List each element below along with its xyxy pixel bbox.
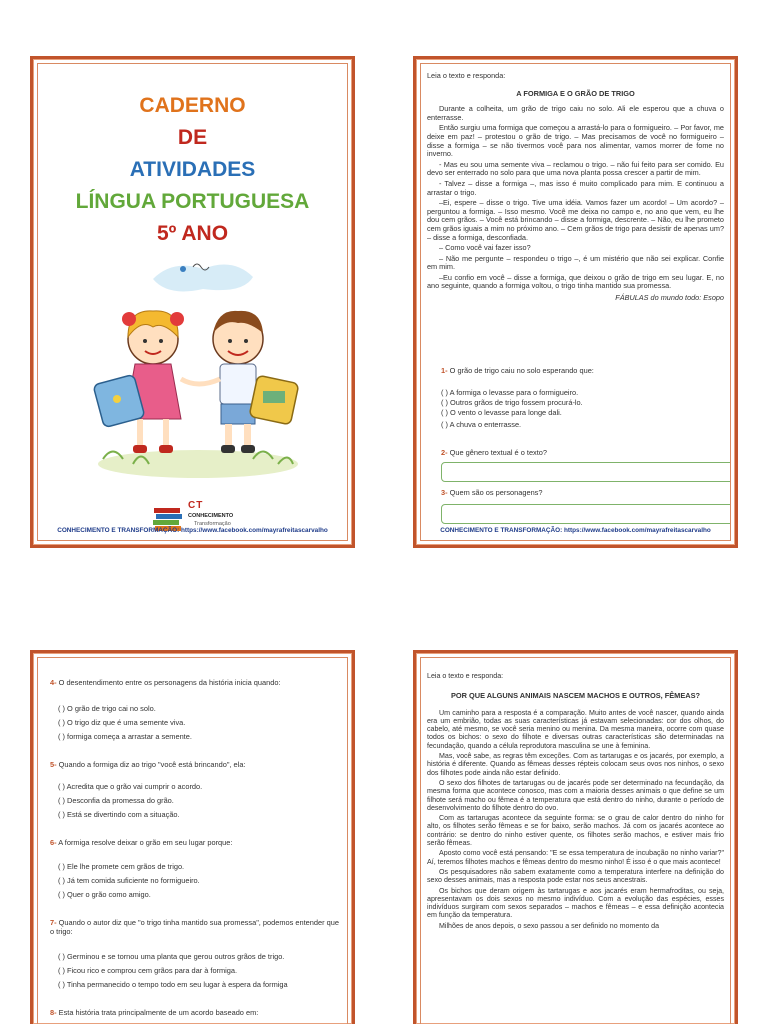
question-1	[441, 366, 722, 375]
article-paragraph: Mas, você sabe, as regras têm exceções. Com as tartarugas e os jacarés, por exemplo, a história é diferente. Quando as fêmeas desses répteis colocam seus ovos nos ninhos, o sexo dos filhotes pode ainda não estar definido.	[427, 752, 724, 777]
option[interactable]: ( ) O trigo diz que é uma semente viva.	[58, 718, 186, 727]
story-paragraph: - Mas eu sou uma semente viva – reclamou o trigo. – não fui feito para ser comido. Eu devo ser enterrado no solo para que uma nova planta possa crescer a partir de mim.	[427, 159, 724, 178]
story-source: FÁBULAS do mundo todo: Esopo	[615, 293, 724, 303]
story-paragraph: - Talvez – disse a formiga –, mas isso é muito complicado para mim. E continuou a arrastar o trigo.	[427, 178, 724, 197]
option[interactable]: ( ) A formiga o levasse para o formigueiro.	[441, 388, 579, 397]
question-number: 6-	[50, 838, 57, 847]
story-paragraph: –Ei, espere – disse o trigo. Tive uma idéia. Vamos fazer um acordo! – Um acordo? – perguntou a formiga. – Isso mesmo. Você me deixa no campo e, no ano que vem, eu lhe dou cem grãos. – Você está brincando – disse a formiga, descrente. – Não, eu lhe prometo cem grãos iguais a mim no próximo ano. – Cem grãos de trigo para desistir de apenas um? – disse a formiga, desconfiada.	[427, 198, 724, 242]
story-paragraph: Durante a colheita, um grão de trigo caiu no solo. Ali ele esperou que a chuva o enterrasse.	[427, 104, 724, 122]
intro-text: Leia o texto e responda:	[427, 71, 506, 80]
option[interactable]: ( ) O grão de trigo cai no solo.	[58, 704, 156, 713]
article-title: POR QUE ALGUNS ANIMAIS NASCEM MACHOS E OUTROS, FÊMEAS?	[450, 691, 701, 701]
question-text: O grão de trigo caiu no solo esperando que:	[449, 366, 594, 375]
question-number: 8-	[50, 1008, 57, 1017]
question-text: Quem são os personagens?	[449, 488, 543, 497]
option[interactable]: ( ) Ficou rico e comprou cem grãos para dar à formiga.	[58, 966, 238, 975]
logo-line2: Transformação	[194, 521, 231, 527]
article-text-block	[427, 672, 724, 932]
option[interactable]: ( ) Já tem comida suficiente no formigueiro.	[58, 876, 200, 885]
question-4	[50, 678, 339, 687]
option[interactable]: ( ) Quer o grão como amigo.	[58, 890, 151, 899]
option[interactable]: ( ) Está se divertindo com a situação.	[58, 810, 180, 819]
page-formiga	[413, 56, 738, 548]
article-paragraph: Aposto como você está pensando: "E se essa temperatura de incubação no ninho variar?" Aí, teremos filhotes machos e fêmeas dentro do mesmo ninho! É isso é o que mais acontece!	[427, 849, 724, 866]
option[interactable]: ( ) formiga começa a arrastar a semente.	[58, 732, 192, 741]
question-text: Quando a formiga diz ao trigo "você está brincando", ela:	[58, 760, 246, 769]
kids-illustration	[93, 259, 303, 484]
question-text: O desentendimento entre os personagens da história inicia quando:	[58, 678, 281, 687]
option[interactable]: ( ) O vento o levasse para longe dali.	[441, 408, 562, 417]
article-paragraph: Um caminho para a resposta é a comparação. Muito antes de você nascer, quando ainda era um embrião, todas as suas características já estavam selecionadas: cor dos olhos, do cabelo, até mesmo, se você seria menino ou menina. Da mesma maneira, ocorre com quase todos os bichos: o sexo do filhote e diversas outras características são determinadas na fecundação, quando a célula reprodutora masculina se une à feminina.	[427, 708, 724, 750]
page-footer: CONHECIMENTO E TRANSFORMAÇÃO: https://www.facebook.com/mayrafreitascarvalho	[440, 527, 711, 534]
story-paragraph: –Eu confio em você – disse a formiga, que deixou o grão de trigo em seu lugar. E, no ano seguinte, quando a formiga voltou, o trigo tinha mantido sua promessa.	[427, 272, 724, 291]
story-title: A FORMIGA E O GRÃO DE TRIGO	[516, 88, 635, 98]
story-paragraph: Então surgiu uma formiga que começou a arrastá-lo para o formigueiro. – Por favor, me deixe em paz! – protestou o grão de trigo. – Mas precisamos de você no formigueiro – disse a formiga – se não tivermos você para nos alimentar, vamos morrer de fome no inverno.	[427, 123, 724, 159]
option[interactable]: ( ) Tinha permanecido o tempo todo em seu lugar à espera da formiga	[58, 980, 288, 989]
cover-footer: CONHECIMENTO E TRANSFORMAÇÃO: https://www.facebook.com/mayrafreitascarvalho	[57, 527, 328, 534]
question-text: Que gênero textual é o texto?	[449, 448, 548, 457]
story-paragraph: – Como você vai fazer isso?	[439, 243, 531, 253]
cover-page	[30, 56, 355, 548]
question-8	[50, 1008, 339, 1017]
option[interactable]: ( ) Outros grãos de trigo fossem procurá-lo.	[441, 398, 583, 407]
question-text: Quando o autor diz que "o trigo tinha mantido sua promessa", podemos entender que o trigo:	[50, 918, 339, 936]
question-number: 3-	[441, 488, 448, 497]
question-number: 1-	[441, 366, 448, 375]
story-paragraph: – Não me pergunte – respondeu o trigo –, é um mistério que não sei explicar. Confie em mim.	[427, 253, 724, 272]
question-text: Esta história trata principalmente de um acordo baseado em:	[58, 1008, 259, 1017]
cover-title-de: DE	[177, 126, 208, 149]
cover-title-caderno: CADERNO	[139, 94, 246, 117]
story-text-block	[427, 72, 724, 303]
question-number: 4-	[50, 678, 57, 687]
page-animais	[413, 650, 738, 1024]
article-paragraph: Com as tartarugas acontece da seguinte forma: se o grau de calor dentro do ninho for alto, os filhotes serão fêmeas e se for baixo, serão machos. Já com os jacarés acontece ao contrário: se dentro do ninho estiver quente, os filhotes serão machos, e estiver mais frio serão fêmeas.	[427, 814, 724, 848]
article-paragraph: O sexo dos filhotes de tartarugas ou de jacarés pode ser determinado na fecundação, da mesma forma que acontece conosco, mas com a maioria desses animais o que define se um filhote será macho ou fêmea é a temperatura que está dentro do ninho, durante o período de desenvolvimento do filhote dentro do ovo.	[427, 778, 724, 812]
answer-box-3[interactable]	[441, 504, 731, 524]
question-7	[50, 918, 339, 936]
option[interactable]: ( ) Ele lhe promete cem grãos de trigo.	[58, 862, 185, 871]
cover-title-atividades: ATIVIDADES	[129, 158, 256, 181]
option[interactable]: ( ) Germinou e se tornou uma planta que gerou outros grãos de trigo.	[58, 952, 285, 961]
question-number: 7-	[50, 918, 57, 927]
question-2	[441, 448, 722, 457]
intro-text: Leia o texto e responda:	[427, 672, 504, 680]
article-paragraph: Milhões de anos depois, o sexo passou a ser definido no momento da	[439, 921, 660, 930]
article-paragraph: Os pesquisadores não sabem exatamente como a temperatura interfere na definição do sexo desses animais, mas a resposta pode estar nos seus ancestrais.	[427, 867, 724, 885]
question-text: A formiga resolve deixar o grão em seu lugar porque:	[58, 838, 233, 847]
answer-box-2[interactable]	[441, 462, 731, 482]
option[interactable]: ( ) Acredita que o grão vai cumprir o acordo.	[58, 782, 203, 791]
cover-title-lingua: LÍNGUA PORTUGUESA	[75, 190, 310, 213]
question-number: 2-	[441, 448, 448, 457]
article-paragraph: Os bichos que deram origem às tartarugas e aos jacarés eram hermafroditas, ou seja, apresentavam os dois sexos no mesmo indivíduo. Com a evolução das espécies, esses indivíduos surgiram com sexos separados – machos e fêmeas – e essa definição acontecia em função da temperatura.	[427, 886, 724, 920]
question-6	[50, 838, 339, 847]
question-5	[50, 760, 339, 769]
question-number: 5-	[50, 760, 57, 769]
logo-letters: CT	[188, 500, 204, 511]
cover-title-ano: 5º ANO	[156, 222, 229, 245]
question-3	[441, 488, 722, 497]
option[interactable]: ( ) Desconfia da promessa do grão.	[58, 796, 174, 805]
logo-line1: CONHECIMENTO	[188, 513, 234, 519]
option[interactable]: ( ) A chuva o enterrasse.	[441, 420, 522, 429]
page-questions	[30, 650, 355, 1024]
